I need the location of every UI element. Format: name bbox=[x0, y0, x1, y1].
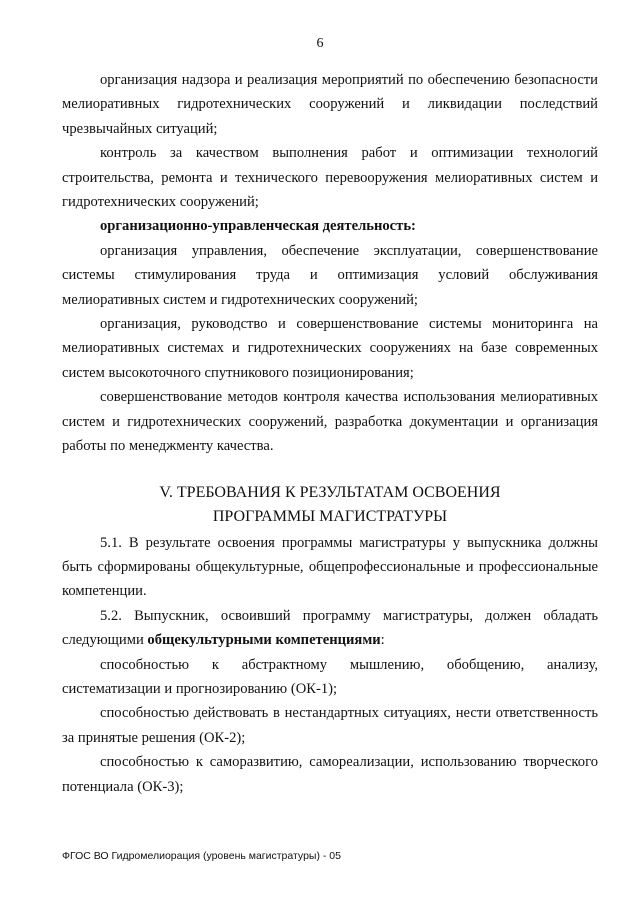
section-title-line: ПРОГРАММЫ МАГИСТРАТУРЫ bbox=[212, 507, 448, 525]
paragraph: контроль за качеством выполнения работ и оптимизации технологий строительства, ремонта и технического перевооружения мелиоративных систем и гидротехнических сооружений; bbox=[62, 145, 598, 211]
general-cultural-competencies-term: общекультурными компетенциями bbox=[147, 632, 381, 649]
section-title-line: V. ТРЕБОВАНИЯ К РЕЗУЛЬТАТАМ ОСВОЕНИЯ bbox=[159, 483, 501, 501]
paragraph: совершенствование методов контроля качества использования мелиоративных систем и гидротехнических сооружений, разработка документации и организация работы по менеджменту качества. bbox=[62, 389, 598, 455]
activity-heading: организационно-управленческая деятельность: bbox=[100, 218, 416, 235]
competency-ok-2: способностью действовать в нестандартных ситуациях, нести ответственность за принятые решения (ОК-2); bbox=[62, 705, 598, 746]
document-body bbox=[62, 68, 598, 799]
section-title bbox=[62, 481, 598, 529]
competency-ok-1: способностью к абстрактному мышлению, обобщению, анализу, систематизации и прогнозированию (ОК-1); bbox=[62, 656, 598, 697]
paragraph: организация надзора и реализация мероприятий по обеспечению безопасности мелиоративных гидротехнических сооружений и ликвидации последствий чрезвычайных ситуаций; bbox=[62, 72, 598, 137]
paragraph-5-1: 5.1. В результате освоения программы магистратуры у выпускника должны быть сформированы общекультурные, общепрофессиональные и профессиональные компетенции. bbox=[62, 534, 598, 600]
paragraph-5-2-colon: : bbox=[380, 632, 385, 649]
paragraph-5-2 bbox=[62, 604, 598, 653]
paragraph: организация, руководство и совершенствование системы мониторинга на мелиоративных системах и гидротехнических сооружениях на базе современных систем высокоточного спутникового позиционирования; bbox=[62, 316, 598, 381]
page-footer: ФГОС ВО Гидромелиорация (уровень магистратуры) - 05 bbox=[62, 850, 341, 862]
paragraph: организация управления, обеспечение эксплуатации, совершенствование системы стимулирования труда и оптимизация условий обслуживания мелиоративных систем и гидротехнических сооружений; bbox=[62, 242, 598, 308]
page-number: 6 bbox=[316, 36, 324, 51]
competency-ok-3: способностью к саморазвитию, самореализации, использованию творческого потенциала (ОК-3); bbox=[62, 754, 598, 795]
paragraph-5-2-text: 5.2. Выпускник, освоивший программу магистратуры, должен обладать следующими bbox=[62, 607, 598, 649]
